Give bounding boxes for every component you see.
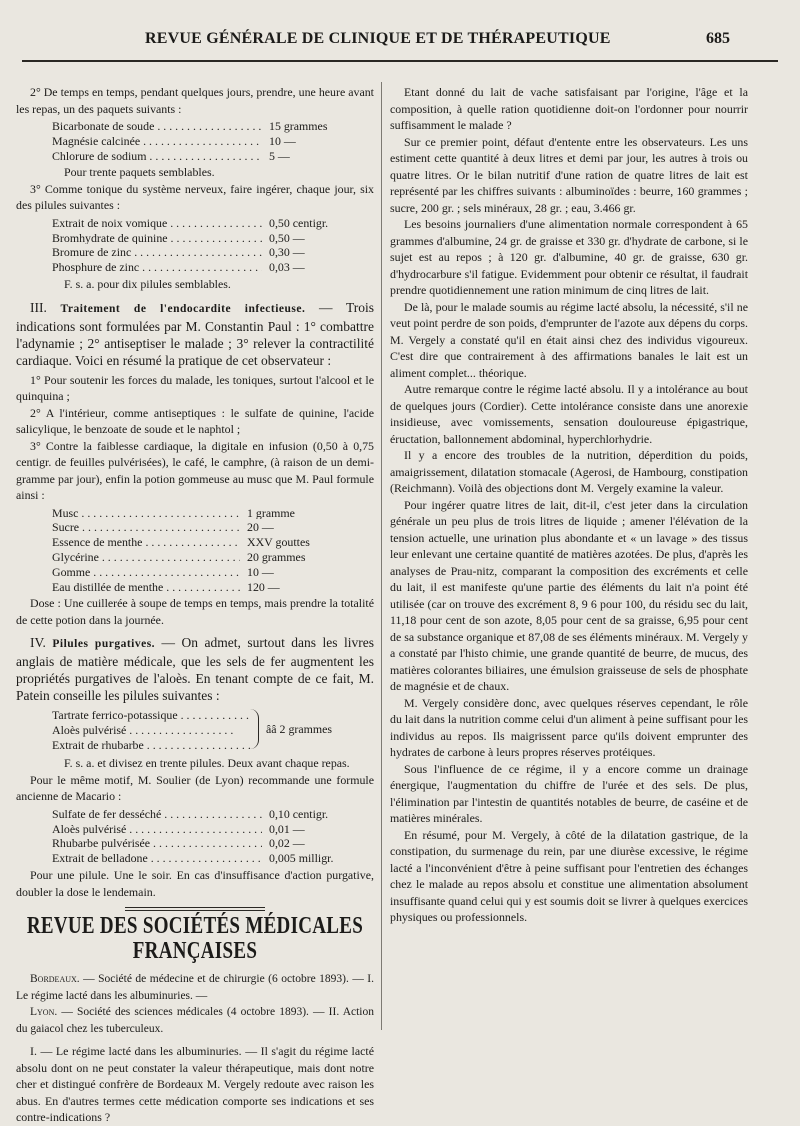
paragraph: Etant donné du lait de vache satisfaisant par l'origine, l'âge et la composition, à quelle ration quotidienne doit-on l'ordonner pour nourrir suffisamment le malade ? [390,85,748,132]
prescription-2 [52,215,374,274]
paragraph: Les besoins journaliers d'une alimentation normale correspondent à 65 grammes d'albumine, 24 gr. de graisse et 330 gr. d'hydrate de carbone, si le sujet est au repos ; à 120 gr. d'albumine, 40 gr. de graisse, 630 gr. d'hydrocarbure s'il fatigue. Evidemment pour obtenir ce résultat, il faudrait prendre quotidiennement une ration minimum de cinq litres de lait. [390,217,748,297]
prescription-line: Extrait de belladone . . . 0,005 milligr. [52,850,374,865]
paragraph: M. Vergely considère donc, avec quelques réserves cependant, le rôle du lait dans la nutrition comme celui d'un aliment à peine suffisant pour les individus au repos. Ils maigrissent parce qu'ils doivent emprunter des hydrates de carbone à leurs propres réserves protéiques. [390,695,748,759]
society-entry: Bordeaux. — Société de médecine et de chirurgie (6 octobre 1893). — I. Le régime lacté dans les albuminuries. — [16,973,374,1002]
paragraph: En résumé, pour M. Vergely, à côté de la dilatation gastrique, de la constipation, du surmenage du rein, par une diurèse excessive, le régime lacté a l'inconvénient d'être à peine suffisant pour l'entretien des échanges chez le malade au repos absolu et constitue une alimentation absolument insuffisante quand celui qui y est soumis doit se livrer à quelques exercices physiques ou professionnels. [390,827,748,924]
prescription-line: Rhubarbe pulvérisée . . . 0,02 — [52,835,374,850]
prescription-line: Magnésie calcinée . . . 10 — [52,133,374,148]
section-iii: III. Traitement de l'endocardite infectieuse. — Trois indications sont formulées par M. Constantin Paul : 1° combattre l'adynamie ; 2° antiseptiser le malade ; 3° relever la contractilité cardiaque. Voici en résumé la pratique de cet observateur : [16,299,375,368]
list-item: 1° Pour soutenir les forces du malade, les toniques, surtout l'alcool et le quinquina ; [16,372,374,404]
prescription-line: Aloès pulvérisé . . . 0,01 — [52,821,374,836]
prescription-5 [52,806,374,865]
paragraph: Autre remarque contre le régime lacté absolu. Il y a intolérance au bout de quelques jours (Cordier). Cette intolérance consiste dans une anorexie insidieuse, avec vomissements, sensation douloureuse épigastrique, éructation, ballonnement abdominal, hyperchlorhydrie. [390,382,748,446]
prescription-line: Eau distillée de menthe . . . 120 — [52,579,374,594]
prescription-line: Essence de menthe . . . XXV gouttes [52,534,374,549]
paragraph: 3° Comme tonique du système nerveux, faire ingérer, chaque jour, six des pilules suivantes : [16,181,374,213]
paragraph: Sous l'influence de ce régime, il y a encore comme un drainage énergique, l'augmentation du chiffre de l'urée et des sels. De plus, l'élimination par l'intestin de quantités notables de beurre, de caséine et de matières minérales. [390,761,748,825]
dose-paragraph: Dose : Une cuillerée à soupe de temps en temps, mais prendre la totalité de cette potion dans la journée. [16,596,374,627]
paragraph: 2° De temps en temps, pendant quelques jours, prendre, une heure avant les repas, un des paquets suivants : [16,85,374,116]
section-iv: IV. Pilules purgatives. — On admet, surtout dans les livres anglais de matière médicale, que les sels de fer augmentent les propriétés purgatives de l'aloès. En tenant compte de ce fait, M. Patein conseille les pilules suivantes : [16,635,374,704]
prescription-line: Tartrate ferrico-potassique . . . [52,707,252,722]
section-rule [125,907,265,911]
prescription-line: Extrait de rhubarbe . . . [52,737,252,752]
society-entry: Lyon. — Société des sciences médicales (4 octobre 1893). — II. Action du gaiacol chez les tuberculeux. [16,1006,374,1035]
prescription-line: Sucre . . . 20 — [52,519,374,534]
prescription-line: Glycérine . . . 20 grammes [52,549,374,564]
page-header [0,30,800,54]
list-item: 3° Contre la faiblesse cardiaque, la digitale en infusion (0,50 à 0,75 centigr. de feuilles pulvérisées), le café, le camphre, (à raison de un demi-gramme par jour), enfin la potion gommeuse au musc que M. Paul formule ainsi : [16,438,374,503]
section-title: Pilules purgatives. [52,638,156,651]
societies-title: REVUE DES SOCIÉTÉS MÉDICALES FRANÇAISES [26,912,364,965]
prescription-line: Bromhydrate de quinine . . . 0,50 — [52,230,374,245]
paragraph: Pour une pilule. Une le soir. En cas d'insuffisance d'action purgative, doubler la dose le lendemain. [16,868,374,899]
paragraph: Pour le même motif, M. Soulier (de Lyon) recommande une formule ancienne de Macario : [16,772,374,804]
paragraph: Il y a encore des troubles de la nutrition, déperdition du poids, amaigrissement, dilatation stomacale (Agerosi, de Hambourg, constipation (Reichmann). Voilà des objections dont M. Vergely examine la valeur. [390,448,748,495]
prescription-line: Bromure de zinc . . . 0,30 — [52,244,374,259]
page-number: 685 [706,30,730,47]
prescription-line: Phosphure de zinc . . . 0,03 — [52,259,374,274]
combined-quantity: ââ 2 grammes [266,722,333,737]
header-rule [22,60,778,62]
brace [250,709,259,749]
prescription-note: Pour trente paquets semblables. [64,165,215,180]
prescription-note: F. s. a. et divisez en trente pilules. Deux avant chaque repas. [64,756,350,771]
paragraph: Pour ingérer quatre litres de lait, dit-il, c'est jeter dans la circulation générale un peu plus de trois litres de liquide ; amener l'élévation de la tension actuelle, une urination plus abondante et « un lavage » des tissus leur enlevant une certaine quantité de matières azotées. De plus, d'après les analyses de Prau-nitz, comparant la composition des excréments et celle du lait, il est manifeste qu'une partie des éléments du lait n'a point été utilisée (car on trouve des excrément 8, 9 6 pour 100, du résidu sec du lait, 11,18 pour cent de son azote, 8,05 pour cent de sa graisse, 6,95 pour cent de sa substance organique et 87,08 de ses éléments minéraux. M. Vergely y a constaté par l'histo chimie, une grande quantité de beurre, de mucus, des matières colorantes biliaires, une émulsion graisseuse de sels de phosphate de magnésie et de chaux. [390,497,748,693]
prescription-line: Musc . . . 1 gramme [52,505,374,520]
running-title: REVUE GÉNÉRALE DE CLINIQUE ET DE THÉRAPEUTIQUE [145,30,611,47]
prescription-1 [52,118,374,162]
article-intro: I. — Le régime lacté dans les albuminuries. — Il s'agit du régime lacté absolu dont on ne peut constater la valeur thérapeutique, mais dont notre cher et distingué confrère de Bordeaux M. Vergely redoute avec raison les abus. En d'autres termes cette médication comporte ses indications et ses contre-indications ? [16,1044,374,1125]
column-divider [381,82,382,1030]
prescription-line: Aloès pulvérisé . . . [52,722,252,737]
prescription-4 [52,707,374,753]
list-item: 2° A l'intérieur, comme antiseptiques : le sulfate de quinine, l'acide salicylique, le benzoate de soude et le naphtol ; [16,405,374,437]
left-column [16,84,374,1126]
prescription-line: Extrait de noix vomique . . . 0,50 centigr. [52,215,374,230]
prescription-line: Sulfate de fer desséché . . . 0,10 centigr. [52,806,374,821]
paragraph: Sur ce premier point, défaut d'entente entre les observateurs. Les uns estiment cette quantité à deux litres et demi par jour, les autres à trois ou quatre litres. Or le bilan nutritif d'une ration de quatre litres de lait est représenté par les chiffres suivants : albuminoïdes : beurre, 160 grammes ; sucre, 200 gr. ; sels minéraux, 28 gr. ; eau, 3.466 gr. [390,134,748,215]
section-title: Traitement de l'endocardite infectieuse. [60,302,306,315]
prescription-line: Gomme . . . 10 — [52,564,374,579]
right-column [390,84,748,926]
paragraph: De là, pour le malade soumis au régime lacté absolu, la nécessité, s'il ne veut point perdre de son poids, d'emprunter de l'azote aux dépens du corps. M. Vergely a constaté qu'il en était ainsi chez des individus vigoureux. C'est dire que contrairement à des affirmations banales le lait est un aliment complet... théorique. [390,299,748,380]
prescription-3 [52,505,374,594]
prescription-note: F. s. a. pour dix pilules semblables. [64,277,231,292]
prescription-line: Bicarbonate de soude . . . 15 grammes [52,118,374,133]
prescription-line: Chlorure de sodium . . . 5 — [52,148,374,163]
